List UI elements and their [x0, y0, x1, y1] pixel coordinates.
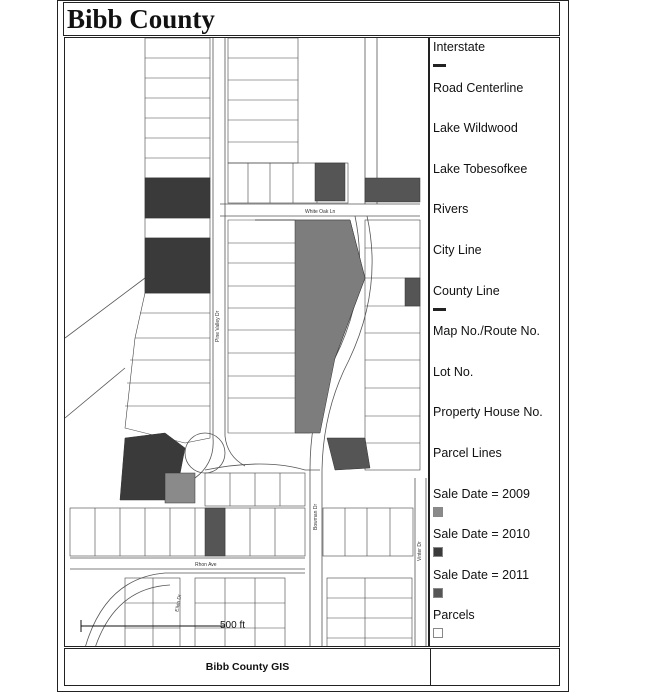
legend-label: Lake Tobesofkee [433, 161, 528, 176]
footer-label: Bibb County GIS [65, 649, 431, 685]
road-centerlines [65, 38, 426, 647]
parcel-map-canvas [65, 38, 429, 647]
legend-swatch [433, 547, 443, 557]
street-label-bowman: Bowman Dr [313, 503, 319, 530]
legend-label: Map No./Route No. [433, 324, 540, 339]
legend-label: Parcels [433, 608, 475, 623]
legend-label: Property House No. [433, 405, 543, 420]
legend-label: County Line [433, 283, 500, 298]
street-label-vinter: Vinter Dr [417, 541, 423, 561]
legend-label: Sale Date = 2009 [433, 486, 530, 501]
street-label-elkin: Elkin Dr [174, 593, 184, 613]
legend-label: Sale Date = 2010 [433, 527, 530, 542]
legend-label: Parcel Lines [433, 446, 502, 460]
legend-label: Lot No. [433, 364, 474, 379]
sale-date-parcels [120, 163, 420, 556]
footer [64, 648, 560, 686]
map-title: Bibb County [63, 2, 560, 36]
legend-line-symbol [433, 308, 446, 311]
street-label-pine-valley: Pine Valley Dr [215, 310, 221, 342]
legend-swatch [433, 588, 443, 598]
street-label-rhon: Rhon Ave [195, 562, 217, 568]
legend-label: City Line [433, 243, 482, 257]
legend-line-symbol [433, 64, 446, 67]
legend-label: Sale Date = 2011 [433, 567, 530, 582]
parcel-map[interactable] [64, 37, 429, 647]
map-legend [429, 37, 560, 647]
parcel-lines [70, 38, 420, 647]
legend-label: Road Centerline [433, 80, 524, 95]
legend-label: Interstate [433, 40, 486, 54]
legend-swatch [433, 628, 443, 638]
legend-swatch [433, 507, 443, 517]
street-label-white-oak: White Oak Ln [305, 209, 336, 215]
legend-label: Rivers [433, 202, 469, 217]
legend-label: Lake Wildwood [433, 121, 518, 136]
scale-label: 500 ft [220, 620, 246, 631]
